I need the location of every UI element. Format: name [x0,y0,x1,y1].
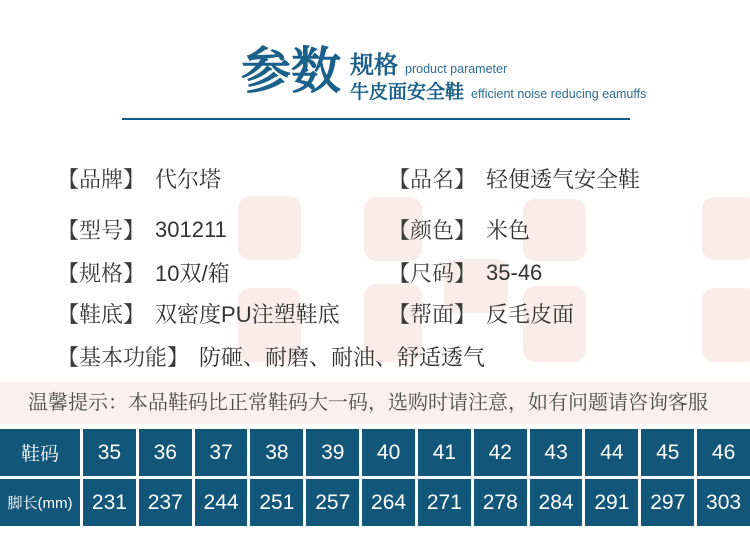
param-row [388,298,640,329]
size-table-cell: 297 [641,479,694,526]
param-label: 【帮面】 [388,302,477,327]
header-subtitle-block [350,52,646,105]
param-label: 【规格】 [57,261,146,286]
param-value: 轻便透气安全鞋 [486,167,641,192]
param-column-right [388,163,640,329]
param-value: 代尔塔 [155,167,222,192]
param-label: 【尺码】 [388,261,477,286]
param-label: 【型号】 [57,218,146,243]
param-value: 防砸、耐磨、耐油、舒适透气 [199,345,486,370]
param-row [57,163,340,194]
param-label: 【品牌】 [57,167,146,192]
param-row [57,298,340,329]
size-row-header: 鞋码 [0,429,80,476]
size-table-cell: 237 [139,479,192,526]
param-label: 【品名】 [388,167,477,192]
size-table-cell: 35 [83,429,136,476]
notice-text: 温馨提示：本品鞋码比正常鞋码大一码，选购时请注意，如有问题请咨询客服 [28,392,708,414]
size-table-cell: 37 [195,429,248,476]
header-divider-line [122,118,630,120]
param-row [388,163,640,194]
param-label: 【鞋底】 [57,302,146,327]
size-table-cell: 39 [306,429,359,476]
size-table-cell: 44 [585,429,638,476]
size-table-cell: 38 [250,429,303,476]
size-table-cell: 264 [362,479,415,526]
size-table-cell: 291 [585,479,638,526]
param-label: 【基本功能】 [57,345,190,370]
subtitle-en-2: efficient noise reducing eamuffs [471,86,647,101]
param-value: 米色 [486,218,531,243]
size-table-cell: 303 [697,479,750,526]
size-table-row-sizes [0,429,750,476]
size-table-cell: 46 [697,429,750,476]
size-table-cell: 231 [83,479,136,526]
size-table-cell: 278 [474,479,527,526]
param-row [388,257,640,288]
header [241,44,646,105]
size-table-cell: 257 [306,479,359,526]
footlength-row-header: 脚长(mm) [0,479,80,526]
watermark-square [702,197,750,260]
watermark-square [702,288,750,362]
param-row-basic-functions [57,341,485,372]
param-value: 35-46 [486,259,543,285]
size-table-cell: 36 [139,429,192,476]
size-table-cell: 45 [641,429,694,476]
size-table-cell: 40 [362,429,415,476]
subtitle-line-1 [350,52,646,80]
param-value: 反毛皮面 [486,302,575,327]
subtitle-cn-1: 规格 [350,52,398,79]
param-row [57,214,340,245]
size-table-cell: 43 [530,429,583,476]
size-table-cell: 244 [195,479,248,526]
size-table-cell: 42 [474,429,527,476]
param-value: 301211 [155,216,227,242]
subtitle-line-2 [350,80,646,106]
subtitle-cn-2: 牛皮面安全鞋 [350,81,465,103]
size-table-cell: 41 [418,429,471,476]
size-table-cell: 271 [418,479,471,526]
param-label: 【颜色】 [388,218,477,243]
size-table [0,429,750,526]
size-table-cell: 251 [250,479,303,526]
param-row [57,257,340,288]
param-value: 双密度PU注塑鞋底 [155,302,340,327]
size-table-cell: 284 [530,479,583,526]
page-title: 参数 [241,43,341,99]
param-value: 10双/箱 [155,261,230,286]
size-table-row-footlengths [0,479,750,526]
subtitle-en-1: product parameter [405,62,508,76]
notice-band [0,382,750,424]
param-row [388,214,640,245]
param-column-left [57,163,340,329]
